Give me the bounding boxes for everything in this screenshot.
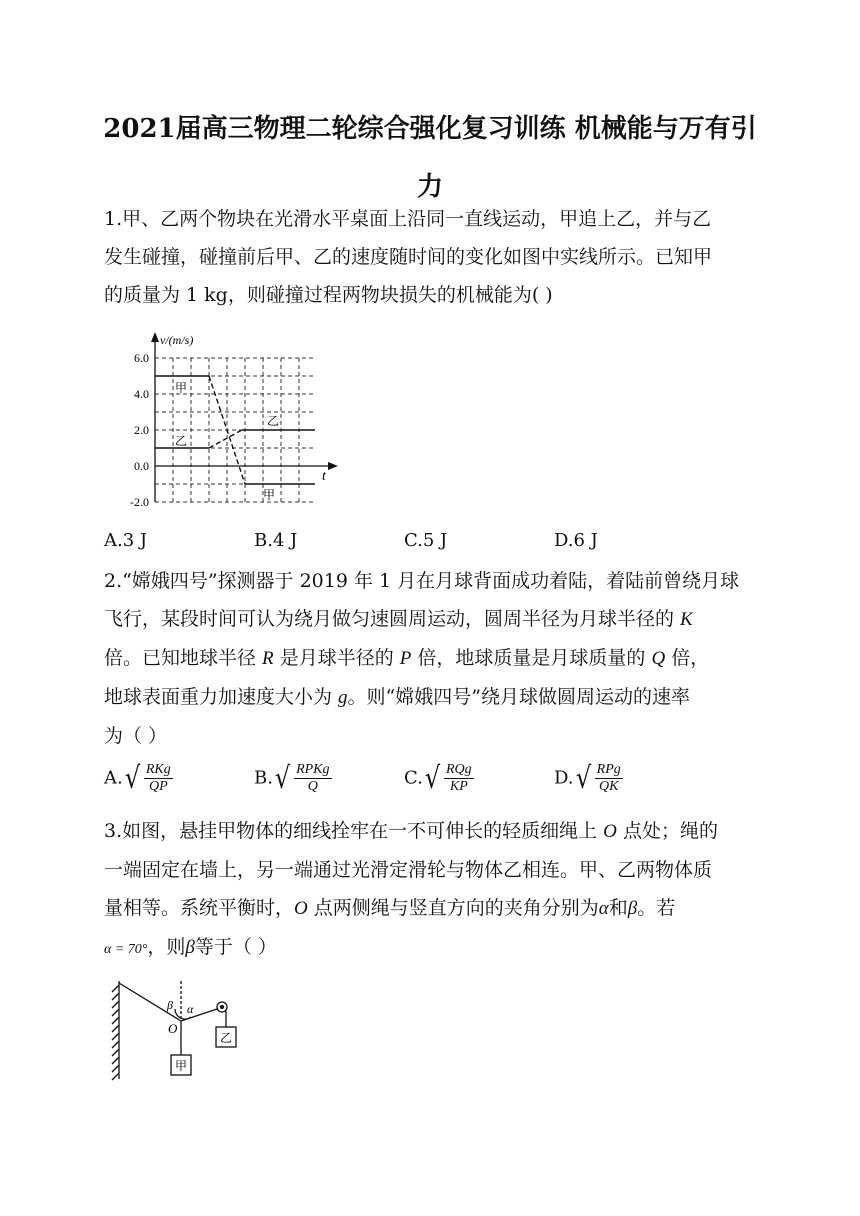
- q1-line: 发生碰撞，碰撞前后甲、乙的速度随时间的变化如图中实线所示。已知甲: [104, 246, 713, 268]
- page-title: 2021届高三物理二轮综合强化复习训练 机械能与万有引力: [103, 114, 757, 202]
- chart-ticks: [130, 351, 149, 509]
- q2-option-b[interactable]: B. √ $\frac{\text{RPKg}}{Q}$: [254, 760, 330, 796]
- q1-line: 的质量为 1 kg，则碰撞过程两物块损失的机械能为( ): [104, 284, 553, 306]
- wall-icon: [112, 981, 119, 1080]
- series-yi-transition: [209, 430, 242, 448]
- q1-line: 1.甲、乙两个物块在光滑水平桌面上沿同一直线运动，甲追上乙，并与乙: [104, 208, 712, 230]
- q3-line: α = 70°，则β等于（ ）: [104, 936, 277, 958]
- question-2-text: [104, 562, 760, 755]
- question-1-text: [104, 200, 760, 314]
- pulley-diagram: [105, 975, 255, 1085]
- chart-ylabel: v/(m/s): [160, 333, 194, 347]
- y-tick-label: 4.0: [134, 387, 149, 401]
- q2-option-d[interactable]: D. √ $\frac{\text{RPg}}{QK}$: [554, 760, 621, 796]
- q2-option-a[interactable]: A. √ $\frac{\text{RKg}}{QP}$: [104, 760, 171, 796]
- q1-option-c[interactable]: C.5 J: [404, 530, 448, 551]
- q2-line: 2.“嫦娥四号”探测器于 2019 年 1 月在月球背面成功着陆，着陆前曾绕月球: [104, 570, 740, 592]
- y-tick-label: 6.0: [134, 351, 149, 365]
- q2-option-c[interactable]: C. √ $\frac{\text{RQg}}{KP}$: [404, 760, 472, 796]
- chart-xlabel: t: [322, 469, 326, 484]
- sqrt-icon: √: [575, 760, 591, 796]
- y-axis-arrow-icon: [151, 332, 159, 342]
- y-tick-label: 0.0: [134, 459, 149, 473]
- q2-line: 地球表面重力加速度大小为 g。则“嫦娥四号”绕月球做圆周运动的速率: [104, 686, 690, 708]
- y-tick-label: 2.0: [134, 423, 149, 437]
- label-beta: β: [167, 998, 173, 1012]
- series-label-jia: 甲: [263, 488, 276, 502]
- q3-line: 3.如图，悬挂甲物体的细线拴牢在一不可伸长的轻质细绳上 O 点处；绳的: [104, 820, 718, 842]
- sqrt-icon: √: [124, 760, 140, 796]
- chart-series: [155, 376, 315, 502]
- label-alpha: α: [187, 1002, 194, 1016]
- q3-line: 一端固定在墙上，另一端通过光滑定滑轮与物体乙相连。甲、乙两物体质: [104, 859, 713, 881]
- series-label-yi: 乙: [267, 414, 280, 428]
- y-tick-label: -2.0: [130, 495, 149, 509]
- question-3-text: [104, 812, 760, 969]
- q1-option-a[interactable]: A.3 J: [104, 530, 148, 551]
- x-axis-arrow-icon: [328, 462, 338, 470]
- velocity-time-chart: [100, 322, 350, 518]
- q3-line: 量相等。系统平衡时，O 点两侧绳与竖直方向的夹角分别为α和β。若: [104, 897, 676, 919]
- q1-option-d[interactable]: D.6 J: [554, 530, 598, 551]
- q2-line: 为（ ）: [104, 725, 168, 747]
- q2-line: 飞行，某段时间可认为绕月做匀速圆周运动，圆周半径为月球半径的 K: [104, 608, 693, 630]
- label-o: O: [168, 1021, 178, 1036]
- sqrt-icon: √: [274, 760, 291, 796]
- series-label-jia: 甲: [175, 381, 188, 395]
- q1-option-b[interactable]: B.4 J: [254, 530, 298, 551]
- q2-line: 倍。已知地球半径 R 是月球半径的 P 倍，地球质量是月球质量的 Q 倍，: [104, 647, 710, 669]
- series-label-yi: 乙: [175, 434, 188, 448]
- sqrt-icon: √: [424, 760, 441, 796]
- label-yi: 乙: [220, 1031, 233, 1045]
- label-jia: 甲: [175, 1059, 188, 1073]
